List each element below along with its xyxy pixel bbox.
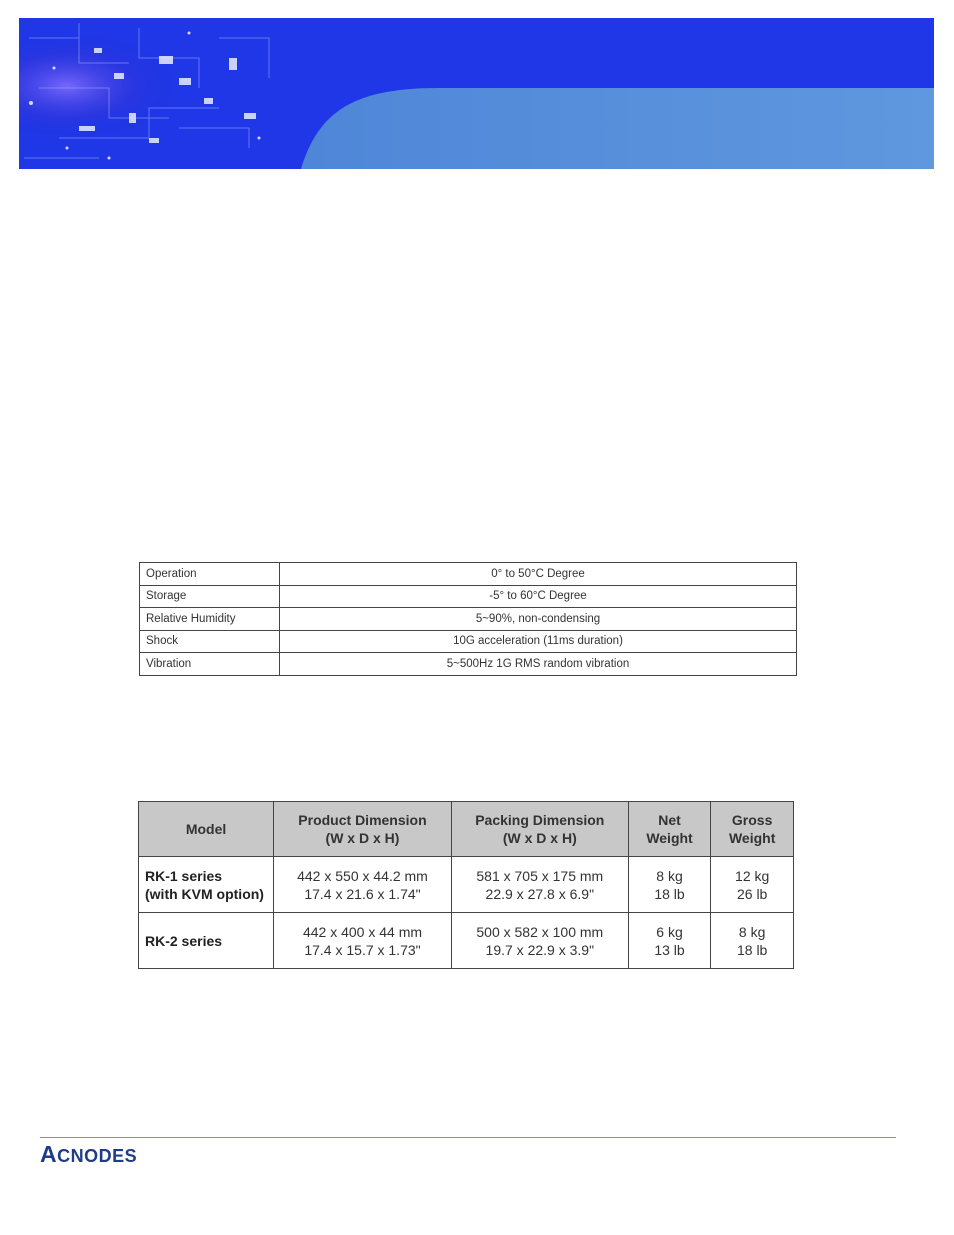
circuit-board-image (19, 18, 934, 169)
table-row (140, 630, 797, 653)
logo-text: CNODES (57, 1146, 138, 1166)
header-banner (19, 18, 934, 169)
spec-label: Operation (140, 563, 280, 586)
header-product-dimension: Product Dimension (W x D x H) (274, 802, 452, 857)
header-model: Model (139, 802, 274, 857)
spec-label: Vibration (140, 653, 280, 676)
product-dimension-cell: 442 x 550 x 44.2 mm 17.4 x 21.6 x 1.74" (274, 857, 452, 913)
spec-value: 5~500Hz 1G RMS random vibration (280, 653, 797, 676)
environment-spec-table (139, 562, 797, 676)
spec-value: 0° to 50°C Degree (280, 563, 797, 586)
product-dimension-cell: 442 x 400 x 44 mm 17.4 x 15.7 x 1.73" (274, 913, 452, 969)
table-row (140, 585, 797, 608)
packing-dimension-cell: 500 x 582 x 100 mm 19.7 x 22.9 x 3.9" (451, 913, 628, 969)
header-gross-weight: Gross Weight (711, 802, 794, 857)
spec-value: 10G acceleration (11ms duration) (280, 630, 797, 653)
model-cell: RK-2 series (139, 913, 274, 969)
logo-initial: A (40, 1141, 58, 1167)
header-net-weight: Net Weight (628, 802, 711, 857)
spec-label: Relative Humidity (140, 608, 280, 631)
spec-value: 5~90%, non-condensing (280, 608, 797, 631)
table-row (140, 563, 797, 586)
model-cell: RK-1 series (with KVM option) (139, 857, 274, 913)
table-row (140, 653, 797, 676)
table-row (139, 857, 794, 913)
footer-divider (40, 1137, 896, 1138)
net-weight-cell: 6 kg 13 lb (628, 913, 711, 969)
gross-weight-cell: 8 kg 18 lb (711, 913, 794, 969)
spec-label: Storage (140, 585, 280, 608)
dimension-weight-table (138, 801, 794, 969)
spec-label: Shock (140, 630, 280, 653)
header-packing-dimension: Packing Dimension (W x D x H) (451, 802, 628, 857)
net-weight-cell: 8 kg 18 lb (628, 857, 711, 913)
spec-value: -5° to 60°C Degree (280, 585, 797, 608)
packing-dimension-cell: 581 x 705 x 175 mm 22.9 x 27.8 x 6.9" (451, 857, 628, 913)
gross-weight-cell: 12 kg 26 lb (711, 857, 794, 913)
acnodes-logo (40, 1141, 137, 1165)
table-row (139, 913, 794, 969)
table-header-row (139, 802, 794, 857)
table-row (140, 608, 797, 631)
